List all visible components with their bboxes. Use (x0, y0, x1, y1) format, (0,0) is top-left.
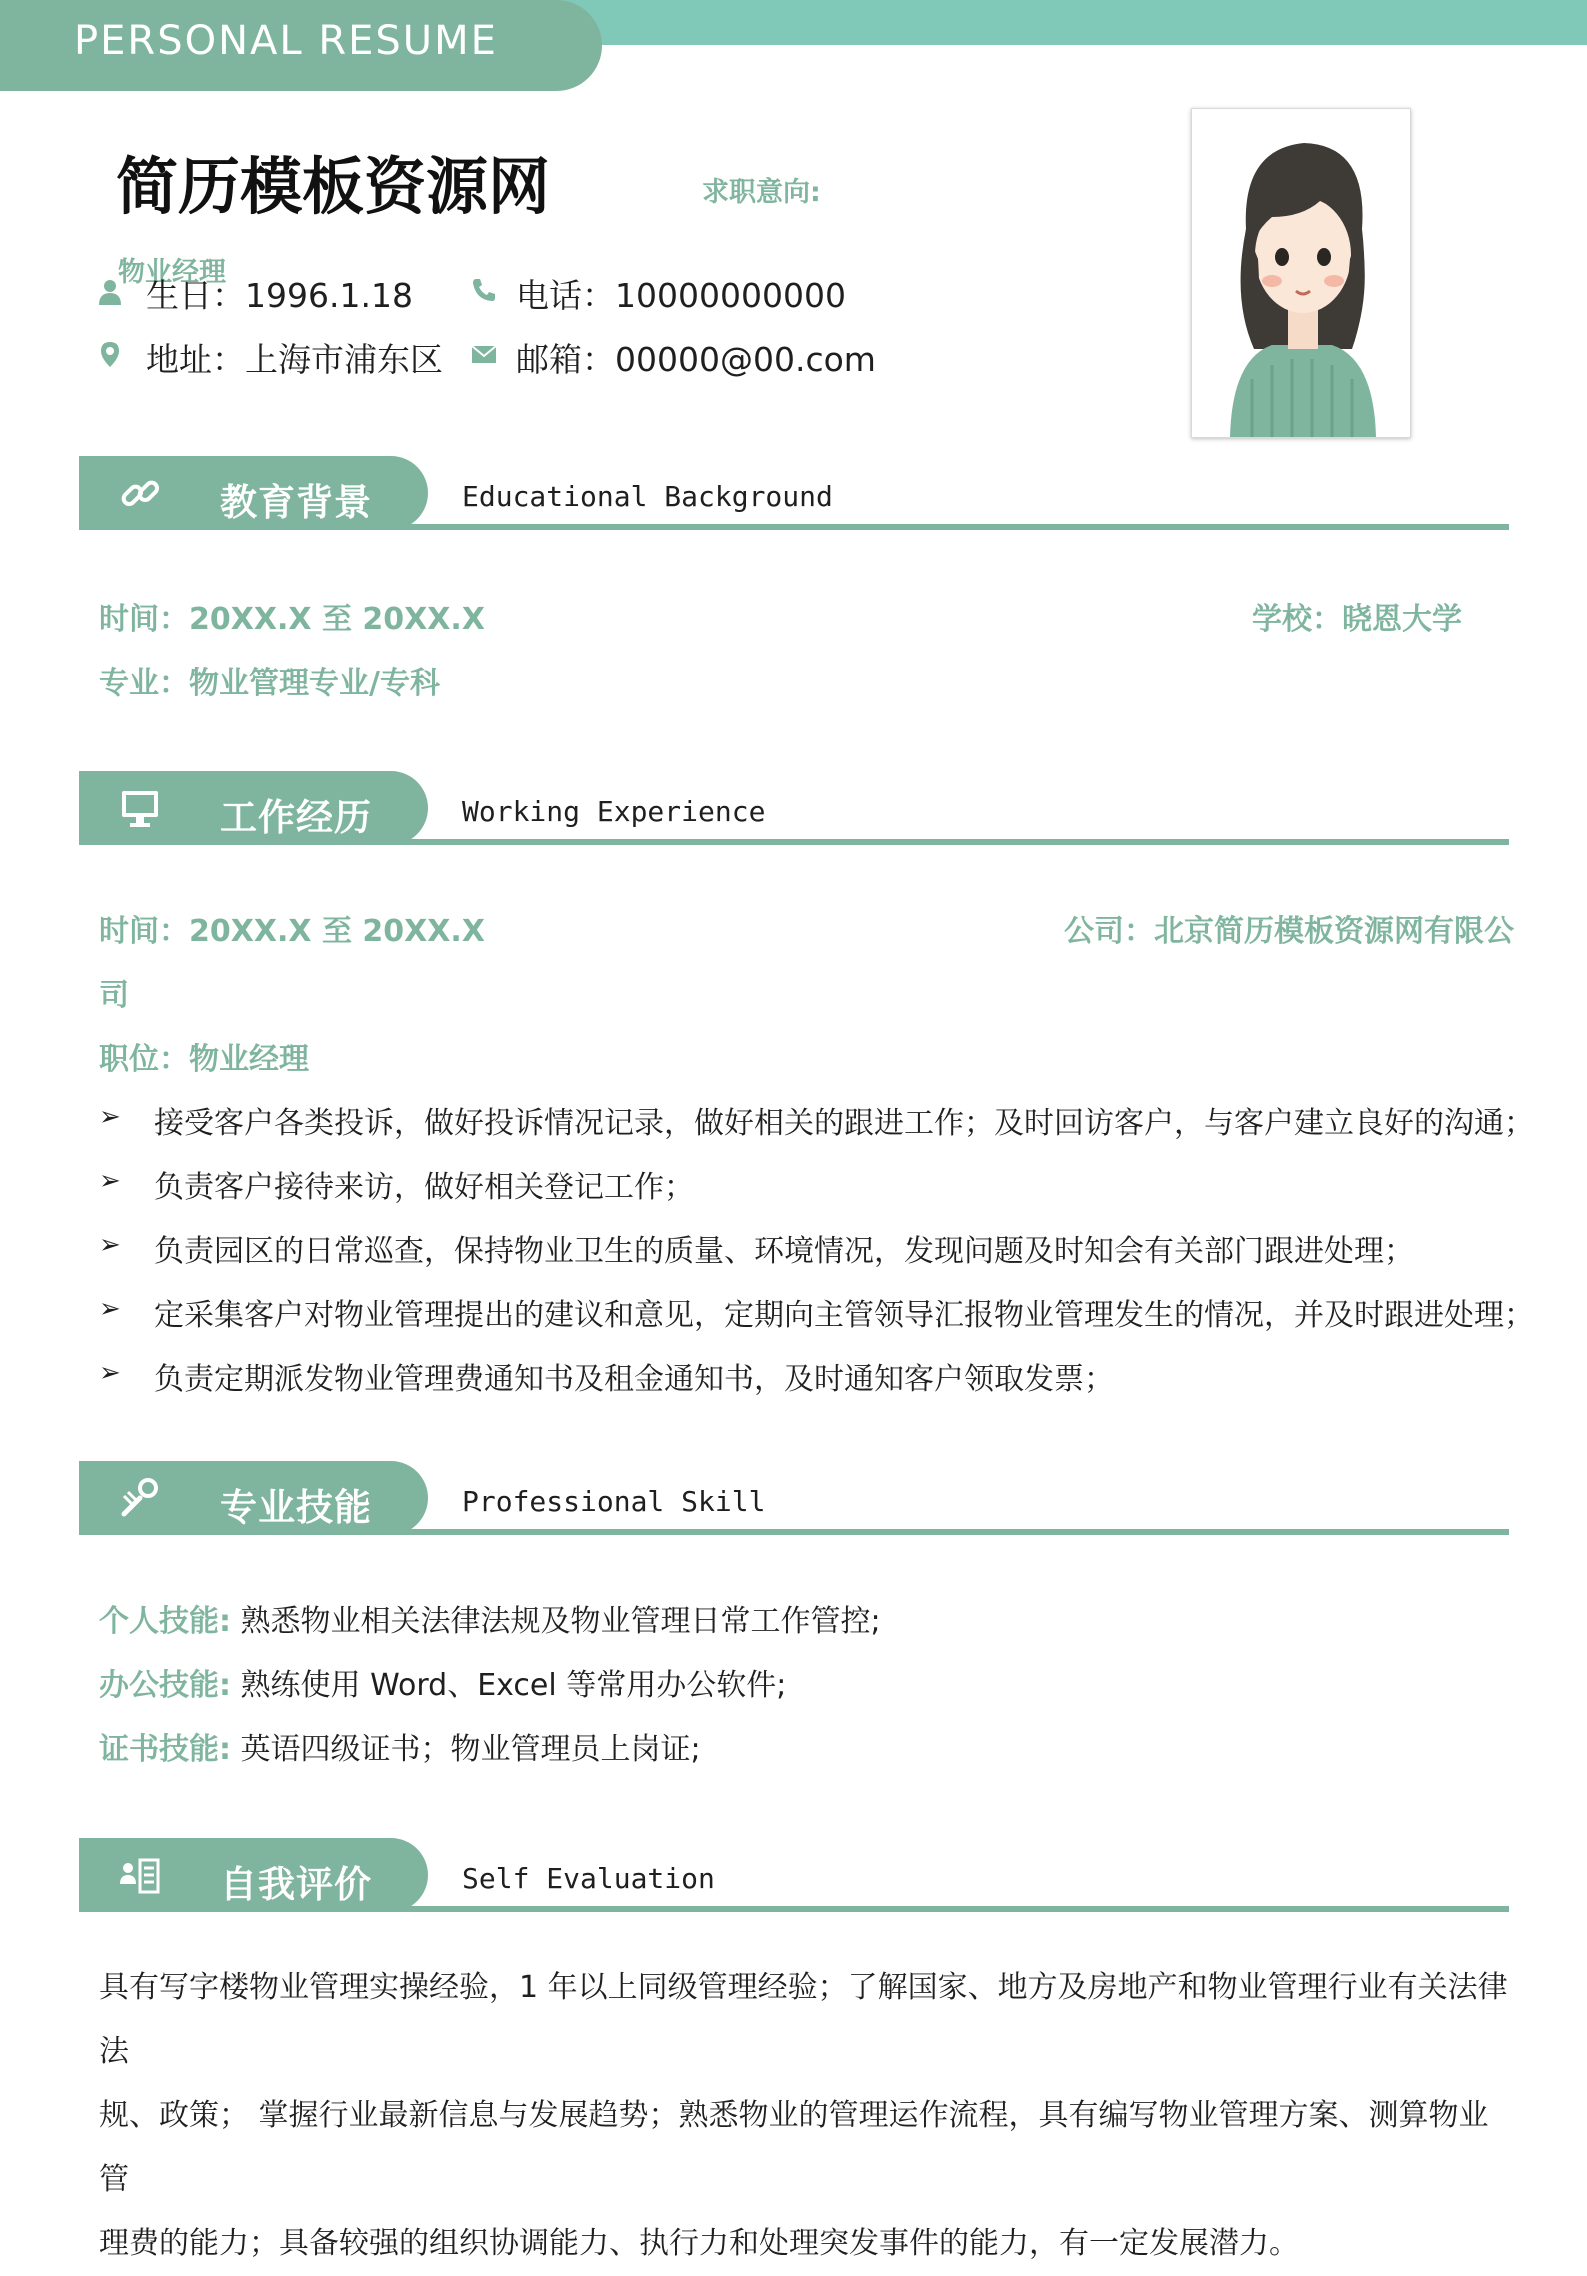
bullet-arrow-icon: ➢ (99, 1294, 121, 1324)
education-major: 专业：物业管理专业/专科 (99, 666, 440, 701)
work-position: 职位：物业经理 (99, 1042, 309, 1077)
candidate-name: 简历模板资源网 (116, 150, 551, 223)
bullet-arrow-icon: ➢ (99, 1166, 121, 1196)
evaluation-title-en: Self Evaluation (462, 1862, 715, 1895)
skill-text: 熟悉物业相关法律法规及物业管理日常工作管控; (240, 1604, 881, 1639)
skills-title-en: Professional Skill (462, 1485, 766, 1518)
skill-label: 个人技能: (99, 1604, 231, 1639)
skill-row (99, 1660, 786, 1704)
work-company: 公司：北京简历模板资源网有限公 (1064, 914, 1514, 949)
education-title: 教育背景 (220, 481, 372, 524)
work-time: 时间：20XX.X 至 20XX.X (99, 914, 485, 949)
mail-icon (470, 340, 498, 368)
evaluation-line: 理费的能力；具备较强的组织协调能力、执行力和处理突发事件的能力，有一定发展潜力。 (99, 2226, 1299, 2261)
education-time: 时间：20XX.X 至 20XX.X (99, 602, 485, 637)
skill-label: 办公技能: (99, 1668, 231, 1703)
skills-title: 专业技能 (220, 1486, 372, 1529)
profile-photo (1191, 108, 1411, 438)
work-duty-2: 负责客户接待来访，做好相关登记工作； (154, 1170, 694, 1205)
email-field: 邮箱：00000@00.com (516, 340, 876, 379)
avatar-illustration (1192, 109, 1410, 437)
education-school: 学校：晓恩大学 (1252, 602, 1462, 637)
skill-text: 熟练使用 Word、Excel 等常用办公软件; (240, 1668, 787, 1703)
skill-text: 英语四级证书；物业管理员上岗证; (240, 1732, 701, 1767)
location-pin-icon (96, 340, 124, 368)
link-icon (118, 472, 162, 516)
birthday-field: 生日：1996.1.18 (146, 276, 413, 315)
evaluation-line: 规、政策； 掌握行业最新信息与发展趋势；熟悉物业的管理运作流程，具有编写物业管理方案、测算物业管 (99, 2098, 1489, 2197)
skill-row (99, 1596, 881, 1640)
address-field: 地址：上海市浦东区 (146, 340, 443, 379)
work-duty-4: 定采集客户对物业管理提出的建议和意见，定期向主管领导汇报物业管理发生的情况，并及时跟进处理； (154, 1298, 1534, 1333)
education-title-en: Educational Background (462, 480, 833, 513)
work-duty-1: 接受客户各类投诉，做好投诉情况记录，做好相关的跟进工作；及时回访客户，与客户建立良好的沟通； (154, 1106, 1534, 1141)
bullet-arrow-icon: ➢ (99, 1230, 121, 1260)
tools-icon (118, 1476, 162, 1520)
bullet-arrow-icon: ➢ (99, 1102, 121, 1132)
work-title: 工作经历 (220, 796, 372, 839)
skill-row (99, 1724, 701, 1768)
work-company-wrap: 司 (99, 978, 129, 1013)
profile-card-icon (118, 1854, 162, 1898)
job-intent-label: 求职意向: (702, 177, 821, 208)
monitor-icon (118, 786, 162, 830)
work-duty-5: 负责定期派发物业管理费通知书及租金通知书，及时通知客户领取发票； (154, 1362, 1114, 1397)
resume-banner-title: PERSONAL RESUME (74, 18, 498, 64)
bullet-arrow-icon: ➢ (99, 1358, 121, 1388)
phone-field: 电话：10000000000 (516, 276, 846, 315)
job-intent-value: 物业经理 (118, 257, 226, 288)
skill-label: 证书技能: (99, 1732, 231, 1767)
evaluation-paragraph (99, 1956, 1509, 2276)
work-title-en: Working Experience (462, 795, 766, 828)
person-icon (96, 278, 124, 306)
phone-icon (470, 276, 498, 304)
evaluation-title: 自我评价 (220, 1863, 372, 1906)
evaluation-line: 具有写字楼物业管理实操经验，1 年以上同级管理经验；了解国家、地方及房地产和物业管理行业有关法律法 (99, 1970, 1508, 2069)
work-duty-3: 负责园区的日常巡查，保持物业卫生的质量、环境情况，发现问题及时知会有关部门跟进处理； (154, 1234, 1414, 1269)
